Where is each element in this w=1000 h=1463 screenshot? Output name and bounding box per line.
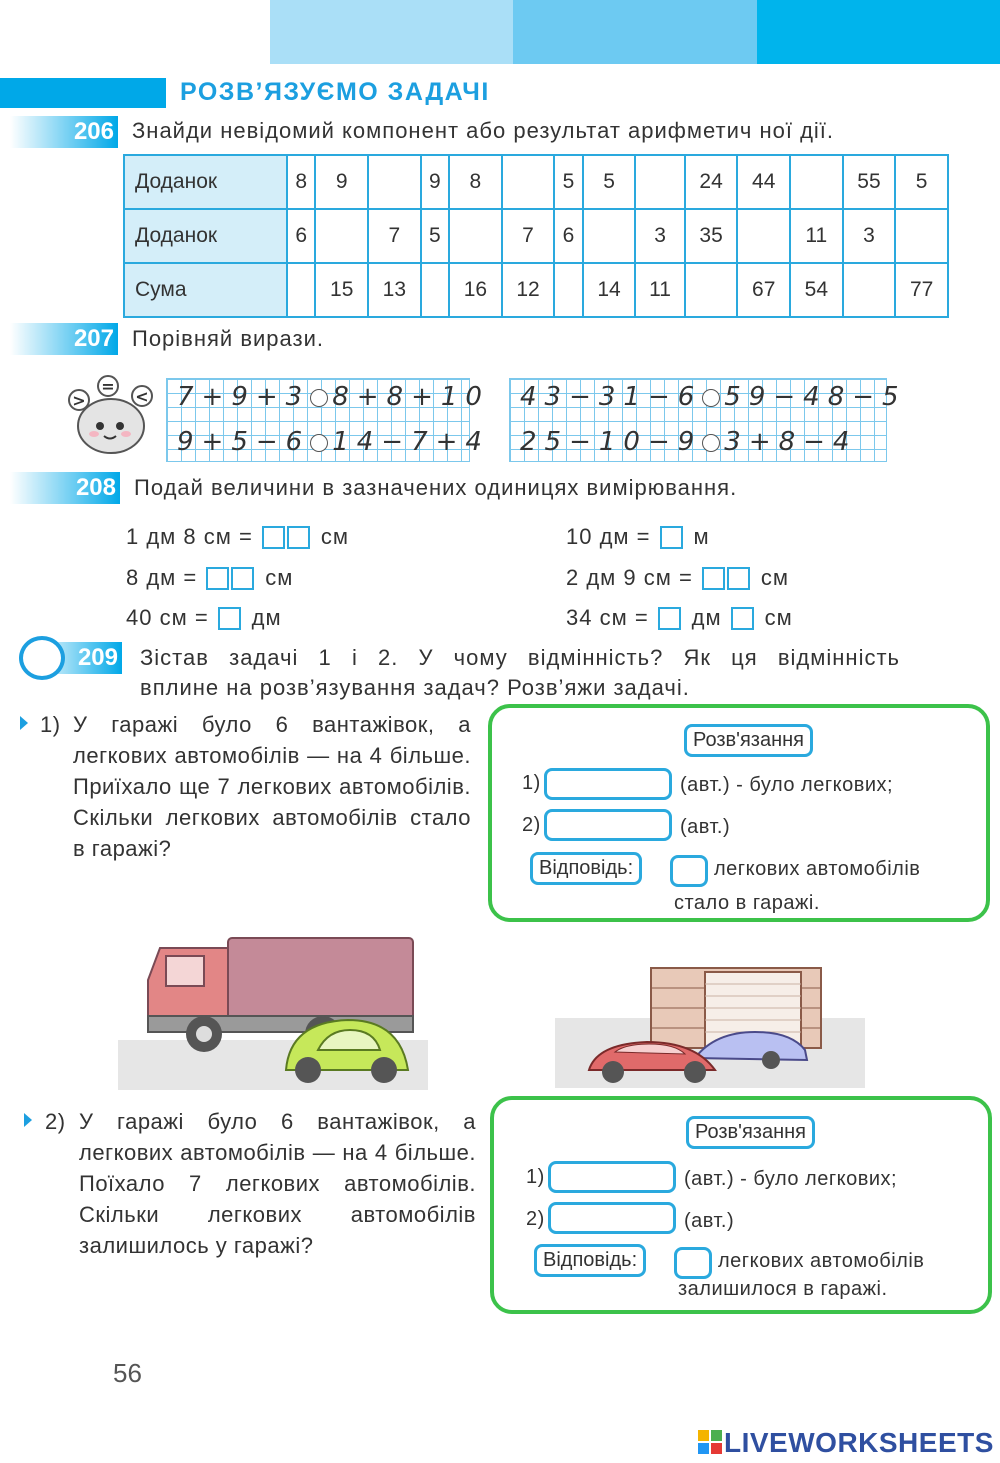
- table-cell: 16: [449, 263, 502, 317]
- table-cell: 5: [583, 155, 636, 209]
- step-label: 1): [526, 1166, 545, 1188]
- empty-answer-cell[interactable]: [502, 155, 555, 209]
- answer-text: легкових автомобілів: [714, 858, 921, 880]
- table-cell: 5: [421, 209, 449, 263]
- problem-number: 2): [45, 1109, 66, 1134]
- task-instruction: вплине на розв’язування задач? Розв’яжи задачі.: [140, 675, 690, 700]
- expression-left-part: 9+5−6: [177, 427, 311, 457]
- table-cell: 55: [843, 155, 896, 209]
- digit-box[interactable]: [731, 607, 754, 630]
- step-text: (авт.): [680, 816, 731, 838]
- unit-text: дм: [251, 605, 282, 630]
- empty-answer-cell[interactable]: [790, 155, 843, 209]
- table-cell: 35: [685, 209, 738, 263]
- empty-answer-cell[interactable]: [737, 209, 790, 263]
- garage-and-cars-illustration: [555, 958, 865, 1093]
- conversion-text: 2 дм 9 см =: [566, 565, 693, 590]
- empty-answer-cell[interactable]: [685, 263, 738, 317]
- digit-box[interactable]: [660, 526, 683, 549]
- table-cell: 11: [635, 263, 684, 317]
- task-instruction: Знайди невідомий компонент або результат арифметич ної дії.: [132, 118, 835, 143]
- task-instruction: Зістав задачі 1 і 2. У чому відмінність? Як ця відмінність: [140, 645, 900, 670]
- empty-answer-cell[interactable]: [554, 263, 582, 317]
- table-cell: 67: [737, 263, 790, 317]
- step-text: (авт.) - було легкових;: [684, 1168, 898, 1190]
- table-row: [124, 209, 948, 263]
- digit-box[interactable]: [206, 567, 229, 590]
- table-row: [124, 155, 948, 209]
- table-cell: 6: [287, 209, 315, 263]
- table-cell: 54: [790, 263, 843, 317]
- top-bar-segment: [757, 0, 1000, 64]
- row-label: Доданок: [124, 209, 287, 263]
- play-arrow-icon: [24, 1113, 32, 1127]
- play-arrow-icon: [20, 716, 28, 730]
- mascot-symbol: >: [72, 391, 86, 410]
- empty-answer-cell[interactable]: [449, 209, 502, 263]
- expression-left-part: 25−10−9: [520, 427, 703, 457]
- answer-label: Відповідь:: [534, 1244, 646, 1277]
- step-text: (авт.) - було легкових;: [680, 774, 894, 796]
- brand-name: LIVEWORKSHEETS: [724, 1427, 994, 1458]
- empty-answer-cell[interactable]: [421, 263, 449, 317]
- step-label: 2): [522, 814, 541, 836]
- conversion-item: [126, 565, 293, 591]
- expression-row: [520, 382, 907, 412]
- digit-box[interactable]: [658, 607, 681, 630]
- top-bar-segment: [270, 0, 513, 64]
- addition-table: [123, 154, 949, 318]
- answer-label: Відповідь:: [530, 852, 642, 885]
- task-number-badge: [10, 323, 118, 355]
- task-number-badge: [10, 116, 118, 148]
- expression-left-part: 43−31−6: [520, 382, 703, 412]
- table-cell: 7: [502, 209, 555, 263]
- unit-text: см: [764, 605, 793, 630]
- table-cell: 13: [368, 263, 421, 317]
- digit-box[interactable]: [287, 526, 310, 549]
- conversion-text: 40 см =: [126, 605, 209, 630]
- unit-text: см: [320, 524, 349, 549]
- answer-input[interactable]: [548, 1161, 676, 1193]
- digit-box[interactable]: [218, 607, 241, 630]
- task-number: 206: [73, 118, 114, 145]
- expression-right-part: 59−48−5: [724, 382, 907, 412]
- conversion-item: [126, 524, 349, 550]
- digit-box[interactable]: [702, 567, 725, 590]
- table-cell: 3: [635, 209, 684, 263]
- table-cell: 3: [843, 209, 896, 263]
- table-cell: 11: [790, 209, 843, 263]
- answer-text: стало в гаражі.: [674, 892, 820, 914]
- mascot-symbol: <: [135, 387, 149, 406]
- empty-answer-cell[interactable]: [368, 155, 421, 209]
- expression-row: [177, 427, 490, 457]
- table-cell: 44: [737, 155, 790, 209]
- empty-answer-cell[interactable]: [843, 263, 896, 317]
- task-number-badge: [10, 472, 120, 504]
- table-cell: 24: [685, 155, 738, 209]
- task-number: 209: [77, 644, 118, 671]
- table-cell: 9: [421, 155, 449, 209]
- conversion-text: 34 см =: [566, 605, 649, 630]
- answer-text: легкових автомобілів: [718, 1250, 925, 1272]
- truck-and-car-illustration: [118, 920, 428, 1095]
- table-cell: 15: [315, 263, 368, 317]
- task-instruction: Подай величини в зазначених одиницях вимірювання.: [134, 475, 738, 500]
- empty-answer-cell[interactable]: [287, 263, 315, 317]
- task-instruction: Порівняй вирази.: [132, 326, 325, 351]
- conversion-item: [566, 524, 710, 550]
- comparison-mascot-illustration: [64, 374, 158, 456]
- problem-text: У гаражі було 6 вантажівок, а легкових автомобілів — на 4 більше. Поїхало 7 легкових автомобілів. Скільки легкових автомобілів залишилось у гаражі?: [79, 1109, 476, 1258]
- table-cell: 7: [368, 209, 421, 263]
- top-bar-segment: [513, 0, 757, 64]
- unit-text: см: [760, 565, 789, 590]
- table-row: [124, 263, 948, 317]
- expression-row: [177, 382, 490, 412]
- answer-input[interactable]: [544, 768, 672, 800]
- table-cell: 77: [895, 263, 948, 317]
- task-number: 207: [73, 325, 114, 352]
- table-cell: 8: [449, 155, 502, 209]
- digit-box[interactable]: [727, 567, 750, 590]
- compare-circle[interactable]: [310, 434, 328, 452]
- compare-circle[interactable]: [702, 434, 720, 452]
- top-color-bar: [0, 0, 1000, 64]
- expression-row: [520, 427, 857, 457]
- answer-input[interactable]: [548, 1202, 676, 1234]
- answer-input[interactable]: [670, 855, 708, 887]
- top-bar-segment: [0, 0, 270, 64]
- expression-right-part: 14−7+4: [332, 427, 490, 457]
- table-cell: 6: [554, 209, 582, 263]
- section-band: [0, 78, 166, 108]
- expression-grid-left: [166, 378, 490, 462]
- empty-answer-cell[interactable]: [315, 209, 368, 263]
- table-cell: 5: [895, 155, 948, 209]
- task-circle-marker: [19, 636, 65, 680]
- page-number: 56: [113, 1358, 142, 1388]
- table-cell: 5: [554, 155, 582, 209]
- solution-box: [488, 704, 990, 922]
- answer-input[interactable]: [544, 809, 672, 841]
- task-number: 208: [75, 474, 116, 501]
- step-label: 2): [526, 1208, 545, 1230]
- solution-box: [490, 1096, 992, 1314]
- empty-answer-cell[interactable]: [635, 155, 684, 209]
- expression-right-part: 3+8−4: [724, 427, 858, 457]
- conversion-item: [566, 605, 793, 631]
- conversion-text: 8 дм =: [126, 565, 198, 590]
- answer-text: залишилося в гаражі.: [678, 1278, 888, 1300]
- section-title: РОЗВ’ЯЗУЄМО ЗАДАЧІ: [180, 78, 490, 106]
- digit-box[interactable]: [262, 526, 285, 549]
- unit-text: м: [693, 524, 710, 549]
- digit-box[interactable]: [231, 567, 254, 590]
- empty-answer-cell[interactable]: [583, 209, 636, 263]
- expression-grid-right: [509, 378, 907, 462]
- compare-circle[interactable]: [310, 389, 328, 407]
- table-cell: 12: [502, 263, 555, 317]
- conversion-item: [126, 605, 282, 631]
- unit-text: см: [265, 565, 294, 590]
- liveworksheets-logo-icon: [698, 1430, 722, 1454]
- empty-answer-cell[interactable]: [895, 209, 948, 263]
- step-text: (авт.): [684, 1210, 735, 1232]
- conversion-text: 1 дм 8 см =: [126, 524, 253, 549]
- problem-number: 1): [40, 712, 61, 737]
- row-label: Сума: [124, 263, 287, 317]
- table-cell: 9: [315, 155, 368, 209]
- conversion-text: 10 дм =: [566, 524, 651, 549]
- conversion-item: [566, 565, 789, 591]
- table-cell: 14: [583, 263, 636, 317]
- row-label: Доданок: [124, 155, 287, 209]
- unit-text: дм: [691, 605, 722, 630]
- mascot-symbol: =: [101, 377, 115, 396]
- answer-input[interactable]: [674, 1247, 712, 1279]
- step-label: 1): [522, 772, 541, 794]
- solution-header: Розв'язання: [686, 1116, 815, 1149]
- table-cell: 8: [287, 155, 315, 209]
- compare-circle[interactable]: [702, 389, 720, 407]
- solution-header: Розв'язання: [684, 724, 813, 757]
- expression-left-part: 7+9+3: [177, 382, 311, 412]
- expression-right-part: 8+8+10: [332, 382, 490, 412]
- problem-text: У гаражі було 6 вантажівок, а легкових автомобілів — на 4 більше. Приїхало ще 7 легкових автомобілів. Скільки легкових автомобілів стало в гаражі?: [73, 712, 471, 861]
